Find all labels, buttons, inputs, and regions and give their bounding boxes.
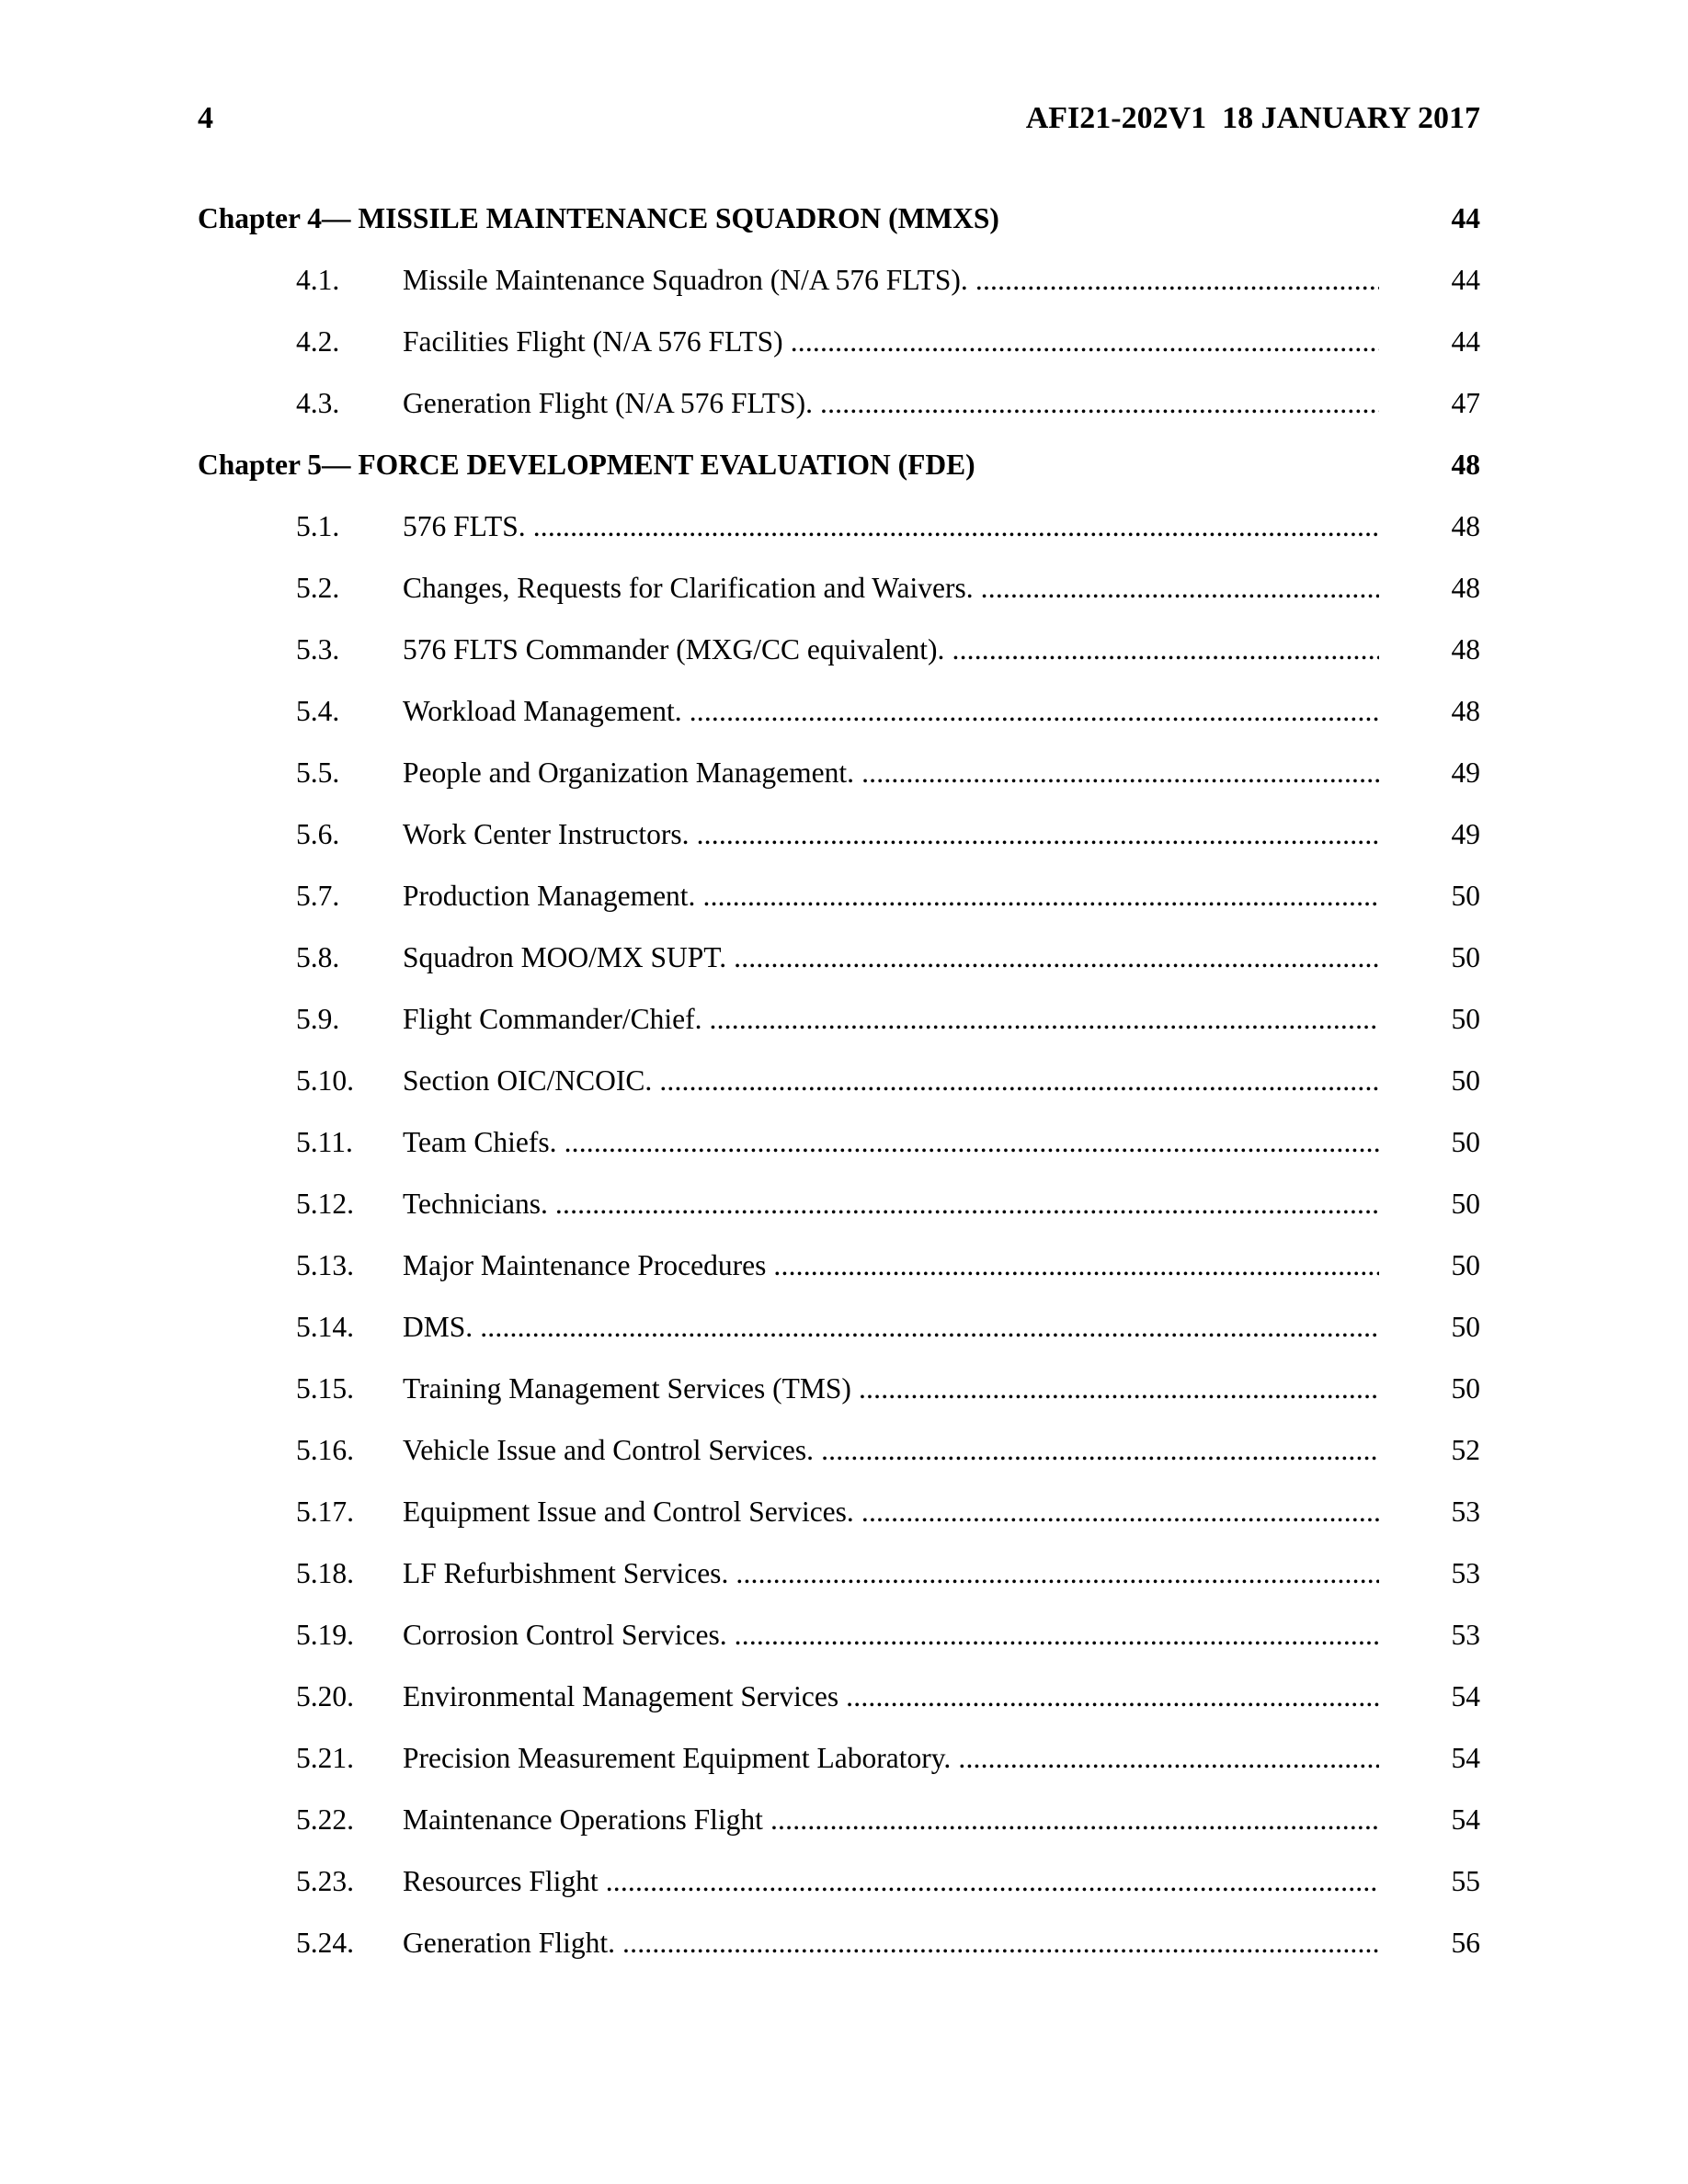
section-number: 5.10.: [296, 1064, 354, 1097]
section-page: 50: [1451, 1311, 1480, 1343]
section-number: 5.13.: [296, 1249, 354, 1281]
section-number: 5.19.: [296, 1619, 354, 1651]
toc-entry: [0, 316, 1688, 368]
section-page: 50: [1451, 941, 1480, 973]
toc-entry: [0, 1671, 1688, 1723]
section-number: 4.1.: [296, 264, 340, 296]
toc-entry: [0, 686, 1688, 737]
document-id: AFI21-202V1 18 JANUARY 2017: [1025, 101, 1480, 135]
toc-entry: [0, 1302, 1688, 1353]
section-page: 44: [1451, 325, 1480, 358]
section-page: 52: [1451, 1434, 1480, 1466]
section-title: Missile Maintenance Squadron (N/A 576 FLTS). .....: [403, 255, 1379, 306]
section-title: 576 FLTS Commander (MXG/CC equivalent). .....: [403, 624, 1379, 676]
section-number: 5.17.: [296, 1496, 354, 1528]
section-page: 48: [1451, 633, 1480, 665]
section-number: 4.2.: [296, 325, 340, 358]
section-title: Resources Flight .....: [403, 1856, 1379, 1907]
section-title: Flight Commander/Chief. .....: [403, 994, 1379, 1045]
toc-entry: [0, 1055, 1688, 1107]
section-title: Workload Management. .....: [403, 686, 1379, 737]
section-page: 48: [1451, 572, 1480, 604]
section-page: 49: [1451, 756, 1480, 789]
toc-entry: [0, 378, 1688, 429]
section-page: 54: [1451, 1803, 1480, 1836]
section-number: 5.16.: [296, 1434, 354, 1466]
section-page: 54: [1451, 1680, 1480, 1712]
section-number: 5.9.: [296, 1003, 340, 1035]
section-title: DMS. .....: [403, 1302, 1379, 1353]
section-page: 50: [1451, 1126, 1480, 1158]
section-title: Equipment Issue and Control Services. .....: [403, 1486, 1379, 1538]
toc-entry: [0, 1733, 1688, 1784]
section-number: 5.7.: [296, 880, 340, 912]
section-title: Generation Flight (N/A 576 FLTS). .....: [403, 378, 1379, 429]
toc-entry: [0, 1917, 1688, 1969]
section-title: Production Management. .....: [403, 870, 1379, 922]
section-title: 576 FLTS. .....: [403, 501, 1379, 552]
section-page: 53: [1451, 1619, 1480, 1651]
section-page: 49: [1451, 818, 1480, 850]
section-title: People and Organization Management. .....: [403, 747, 1379, 799]
toc-entry: [0, 1363, 1688, 1415]
section-page: 50: [1451, 1064, 1480, 1097]
section-number: 4.3.: [296, 387, 340, 419]
section-page: 56: [1451, 1927, 1480, 1959]
section-number: 5.14.: [296, 1311, 354, 1343]
section-title: Technicians. .....: [403, 1178, 1379, 1230]
section-page: 48: [1451, 695, 1480, 727]
toc-entry: [0, 1856, 1688, 1907]
section-page: 53: [1451, 1496, 1480, 1528]
section-page: 50: [1451, 1003, 1480, 1035]
toc-entry: [0, 1486, 1688, 1538]
toc-entry: [0, 809, 1688, 860]
toc-entry: [0, 563, 1688, 614]
section-title: Training Management Services (TMS) .....: [403, 1363, 1379, 1415]
section-page: 47: [1451, 387, 1480, 419]
section-number: 5.1.: [296, 510, 340, 542]
section-title: Squadron MOO/MX SUPT. .....: [403, 932, 1379, 984]
toc-entry: [0, 1178, 1688, 1230]
section-number: 5.23.: [296, 1865, 354, 1897]
toc-entry: [0, 501, 1688, 552]
toc-chapter-4: [0, 193, 1688, 245]
toc-entry: [0, 994, 1688, 1045]
section-number: 5.18.: [296, 1557, 354, 1589]
section-number: 5.21.: [296, 1742, 354, 1774]
section-page: 50: [1451, 1249, 1480, 1281]
toc-chapter-5: [0, 439, 1688, 491]
section-page: 55: [1451, 1865, 1480, 1897]
section-page: 50: [1451, 880, 1480, 912]
toc-entry: [0, 624, 1688, 676]
section-number: 5.3.: [296, 633, 340, 665]
section-number: 5.11.: [296, 1126, 353, 1158]
section-number: 5.6.: [296, 818, 340, 850]
toc-entry: [0, 1117, 1688, 1168]
section-page: 48: [1451, 510, 1480, 542]
section-page: 50: [1451, 1372, 1480, 1405]
toc-entry: [0, 747, 1688, 799]
section-number: 5.20.: [296, 1680, 354, 1712]
section-number: 5.22.: [296, 1803, 354, 1836]
section-title: Vehicle Issue and Control Services. .....: [403, 1425, 1379, 1476]
section-number: 5.15.: [296, 1372, 354, 1405]
section-title: Corrosion Control Services. .....: [403, 1610, 1379, 1661]
chapter-title: Chapter 5— FORCE DEVELOPMENT EVALUATION (FDE): [198, 449, 975, 481]
section-title: Changes, Requests for Clarification and Waivers. .....: [403, 563, 1379, 614]
toc-entry: [0, 1610, 1688, 1661]
toc-entry: [0, 932, 1688, 984]
section-title: Team Chiefs. .....: [403, 1117, 1379, 1168]
section-page: 44: [1451, 264, 1480, 296]
toc-entry: [0, 255, 1688, 306]
chapter-page: 44: [1451, 202, 1480, 234]
toc-entry: [0, 1425, 1688, 1476]
section-title: LF Refurbishment Services. .....: [403, 1548, 1379, 1599]
toc-entry: [0, 1548, 1688, 1599]
section-page: 54: [1451, 1742, 1480, 1774]
toc-entry: [0, 1240, 1688, 1291]
section-number: 5.2.: [296, 572, 340, 604]
section-number: 5.5.: [296, 756, 340, 789]
chapter-page: 48: [1451, 449, 1480, 481]
section-number: 5.8.: [296, 941, 340, 973]
page-number: 4: [198, 101, 213, 135]
section-title: Precision Measurement Equipment Laboratory. .....: [403, 1733, 1379, 1784]
section-title: Generation Flight. .....: [403, 1917, 1379, 1969]
section-title: Environmental Management Services .....: [403, 1671, 1379, 1723]
toc-entry: [0, 870, 1688, 922]
section-title: Major Maintenance Procedures .....: [403, 1240, 1379, 1291]
toc-entry: [0, 1794, 1688, 1846]
section-page: 53: [1451, 1557, 1480, 1589]
section-title: Facilities Flight (N/A 576 FLTS) .....: [403, 316, 1379, 368]
section-number: 5.24.: [296, 1927, 354, 1959]
section-title: Maintenance Operations Flight .....: [403, 1794, 1379, 1846]
section-number: 5.4.: [296, 695, 340, 727]
section-number: 5.12.: [296, 1188, 354, 1220]
section-page: 50: [1451, 1188, 1480, 1220]
section-title: Work Center Instructors. .....: [403, 809, 1379, 860]
section-title: Section OIC/NCOIC. .....: [403, 1055, 1379, 1107]
chapter-title: Chapter 4— MISSILE MAINTENANCE SQUADRON (MMXS): [198, 202, 999, 234]
